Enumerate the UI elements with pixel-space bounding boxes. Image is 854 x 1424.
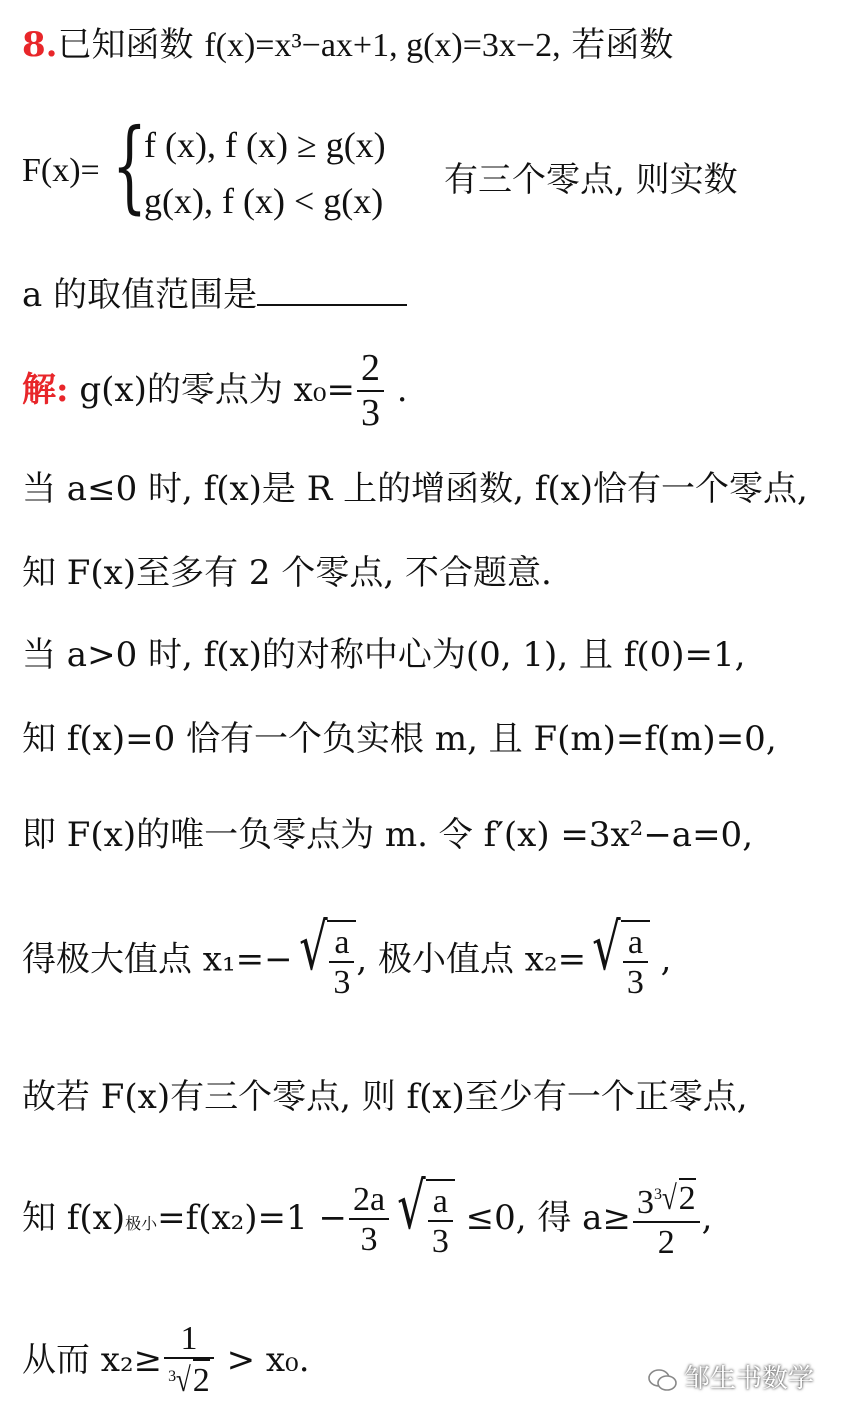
cube-root-2 [654,1178,696,1217]
fraction-a-3-third [428,1183,453,1261]
radical-sign: √ [661,1180,677,1217]
solution-line-10 [22,1320,310,1404]
cube-root-arg: 2 [678,1180,696,1217]
piecewise-case-2: g(x), f (x) < g(x) [144,181,384,221]
problem-text-a: 已知函数 [57,25,205,65]
cube-root-2-den [168,1359,210,1400]
radical-sign: √ [592,911,621,985]
fraction-a-3-first [329,924,354,1002]
problem-range-text: a 的取值范围是 [22,275,258,315]
solution-s9-b: =f(x₂)=1 − [157,1198,347,1239]
fraction-result [633,1178,700,1262]
solution-s1-post: . [385,369,408,410]
solution-line-5: 知 f(x)=0 恰有一个负实根 m, 且 F(m)=f(m)=0, [22,719,777,759]
fraction-den: 3 [333,964,351,1002]
solution-s1-pre: g(x)的零点为 x₀= [68,369,355,410]
fraction-num: 2a [349,1181,389,1220]
answer-blank [257,278,407,306]
solution-s10-c: > x₀. [215,1340,310,1381]
solution-s7-a: 得极大值点 x₁=− [22,939,293,980]
sqrt-a-over-3-second [586,911,650,1002]
solution-s7-c: , [649,939,672,980]
cube-root-index: 3 [168,1368,177,1386]
piecewise-case-1: f (x), f (x) ≥ g(x) [144,125,386,165]
problem-text-b: 若函数 [560,25,674,65]
solution-line-8: 故若 F(x)有三个零点, 则 f(x)至少有一个正零点, [22,1077,748,1117]
piecewise-tail: 有三个零点, 则实数 [444,160,738,200]
fraction-result-den: 2 [657,1224,675,1262]
watermark [648,1358,814,1395]
wechat-icon [648,1367,678,1393]
solution-line-6: 即 F(x)的唯一负零点为 m. 令 f′(x) =3x²−a=0, [22,815,753,855]
solution-line-2: 当 a≤0 时, f(x)是 R 上的增函数, f(x)恰有一个零点, [22,469,808,509]
solution-s7-b: , 极小值点 x₂= [356,939,587,980]
solution-s9-a: 知 f(x) [22,1198,126,1239]
fraction-den [164,1359,214,1404]
fraction-num: a [623,924,648,963]
problem-number: 8. [22,25,58,65]
fraction-2a-3 [349,1181,389,1259]
fraction-x0-den: 3 [360,391,380,434]
fraction-num: a [428,1183,453,1222]
radical-sign: √ [397,1169,426,1244]
cube-root-index: 3 [653,1185,662,1203]
cube-root-arg: 2 [193,1359,210,1400]
solution-s9-d: , [701,1198,713,1239]
fraction-den: 3 [431,1223,449,1261]
problem-function-def: f(x)=x³−ax+1, g(x)=3x−2, [204,27,561,64]
solution-s10-a: 从而 x₂≥ [22,1340,163,1381]
fraction-x0 [357,348,384,435]
fraction-result-num [633,1178,700,1223]
fraction-den: 3 [360,1221,378,1259]
fraction-num: a [329,924,354,963]
problem-line-3 [22,275,407,315]
watermark-text: 邹生书数学 [684,1364,815,1394]
fraction-num: 1 [164,1320,214,1359]
fraction-1-over-cbrt2 [164,1320,214,1404]
problem-line-1 [22,25,674,65]
solution-line-1 [22,348,408,435]
fraction-den: 3 [626,964,644,1002]
piecewise-brace: { [112,107,147,224]
sqrt-a-over-3-third [391,1169,455,1261]
solution-s9-c: ≤0, 得 a≥ [454,1198,631,1239]
solution-label: 解: [22,369,69,410]
piecewise-lhs: F(x)= [22,152,100,189]
radical-sign: √ [298,911,328,985]
solution-line-9 [22,1169,713,1262]
coefficient-3: 3 [636,1183,654,1221]
solution-line-3: 知 F(x)至多有 2 个零点, 不合题意. [22,553,552,593]
subscript-min: 极小 [125,1214,158,1234]
radical-sign: √ [175,1362,191,1400]
fraction-x0-num: 2 [357,348,384,392]
fraction-a-3-second [623,924,648,1002]
sqrt-a-over-3-first [293,911,357,1002]
solution-line-4: 当 a>0 时, f(x)的对称中心为(0, 1), 且 f(0)=1, [22,635,746,675]
solution-line-7 [22,911,672,1002]
